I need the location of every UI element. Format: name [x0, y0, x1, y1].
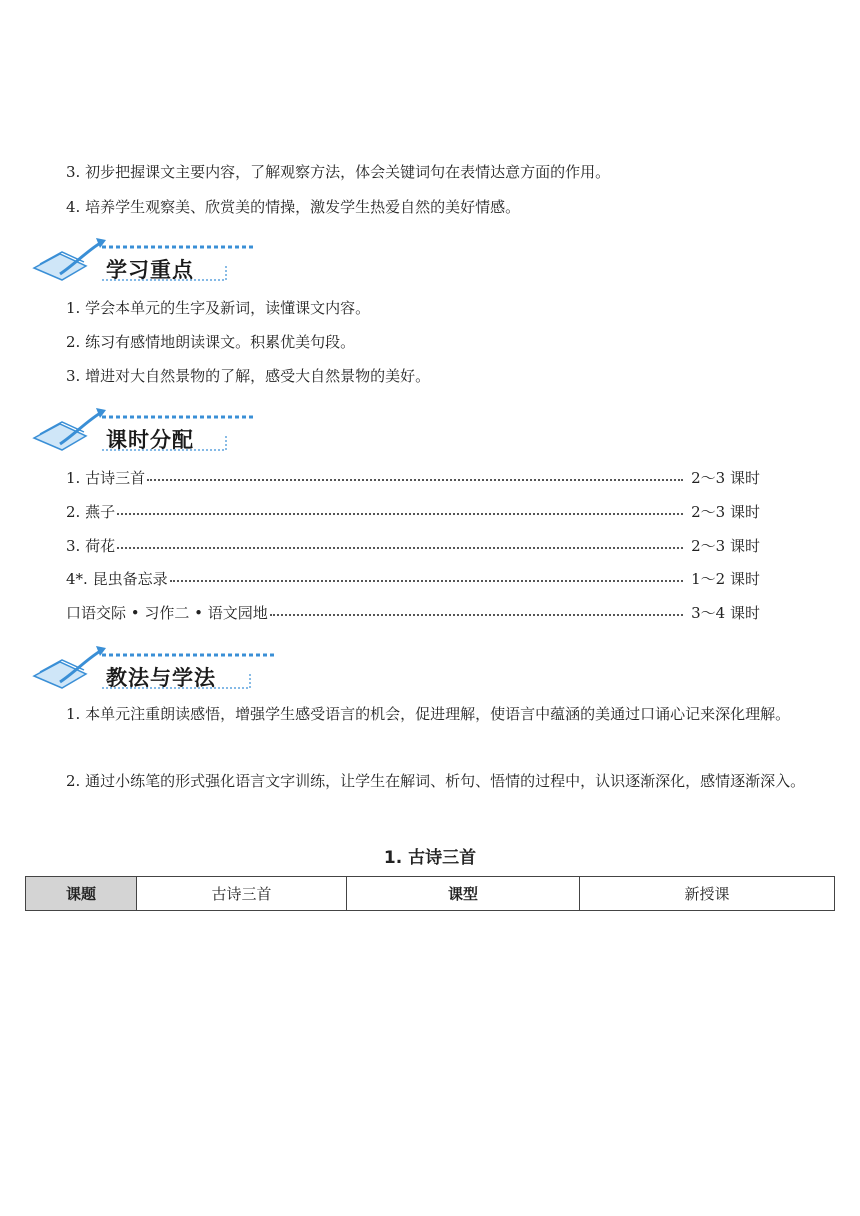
schedule-hours: 3～4 课时 [691, 603, 760, 622]
schedule-hours: 2～3 课时 [691, 468, 760, 487]
topic-label: 课题 [26, 877, 137, 911]
schedule-row [66, 601, 760, 623]
type-label: 课型 [347, 877, 580, 911]
key-point-2: 2. 练习有感情地朗读课文。积累优美句段。 [66, 333, 356, 351]
key-point-1: 1. 学会本单元的生字及新词，读懂课文内容。 [66, 299, 371, 317]
section-heading-methods [30, 642, 280, 694]
schedule-title: 4*. 昆虫备忘录 [66, 569, 168, 588]
key-point-3: 3. 增进对大自然景物的了解，感受大自然景物的美好。 [66, 367, 431, 385]
dot-leader [170, 580, 684, 582]
type-value: 新授课 [580, 877, 835, 911]
schedule-row [66, 567, 760, 589]
schedule-title: 3. 荷花 [66, 536, 116, 555]
dot-leader [117, 547, 683, 549]
dot-leader [147, 479, 683, 481]
schedule-hours: 2～3 课时 [691, 502, 760, 521]
lesson-title: 1. 古诗三首 [383, 848, 477, 868]
schedule-title: 1. 古诗三首 [66, 468, 146, 487]
dot-leader [117, 513, 683, 515]
schedule-hours: 1～2 课时 [691, 569, 760, 588]
schedule-title: 2. 燕子 [66, 502, 116, 521]
schedule-row [66, 534, 760, 556]
objective-3: 3. 初步把握课文主要内容，了解观察方法，体会关键词句在表情达意方面的作用。 [66, 163, 611, 181]
heading-key-points: 学习重点 [106, 258, 194, 282]
schedule-hours: 2～3 课时 [691, 536, 760, 555]
section-heading-schedule [30, 404, 260, 456]
heading-schedule: 课时分配 [106, 428, 194, 452]
schedule-row [66, 500, 760, 522]
schedule-row [66, 466, 760, 488]
heading-methods: 教法与学法 [106, 666, 216, 690]
table-row [26, 877, 835, 911]
dot-leader [270, 614, 683, 616]
objective-4: 4. 培养学生观察美、欣赏美的情操，激发学生热爱自然的美好情感。 [66, 198, 521, 216]
method-2: 2. 通过小练笔的形式强化语言文字训练，让学生在解词、析句、悟情的过程中，认识逐渐深化，感情逐渐深入。 [66, 772, 806, 790]
topic-value: 古诗三首 [137, 877, 347, 911]
schedule-title: 口语交际 • 习作二 • 语文园地 [66, 603, 268, 622]
method-1: 1. 本单元注重朗读感悟，增强学生感受语言的机会，促进理解，使语言中蕴涵的美通过口诵心记来深化理解。 [66, 705, 791, 723]
section-heading-key-points [30, 234, 260, 286]
lesson-info-table [25, 876, 835, 911]
